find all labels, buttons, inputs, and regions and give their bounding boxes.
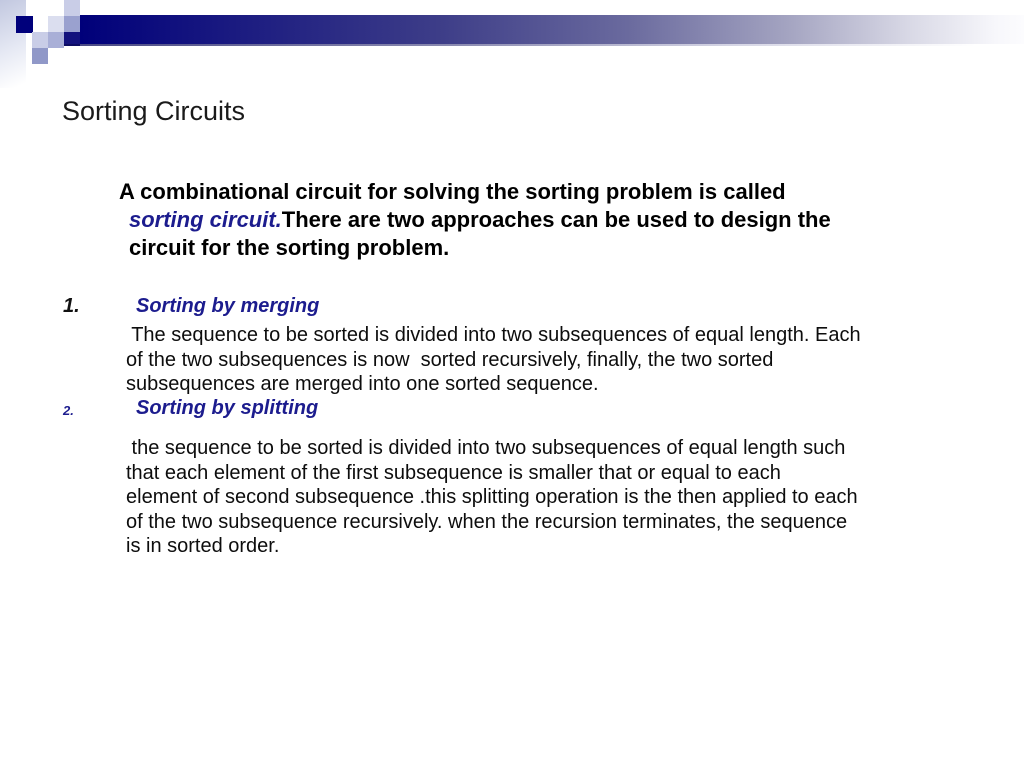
list-item-2-number: 2.: [63, 403, 74, 418]
mosaic-square: [64, 16, 80, 32]
intro-line-1: A combinational circuit for solving the sorting problem is called: [119, 179, 786, 204]
intro-paragraph: [119, 178, 989, 262]
slide-title: Sorting Circuits: [62, 96, 246, 126]
list-item-1-heading: Sorting by merging: [136, 295, 320, 317]
header-gradient-banner: [80, 15, 1024, 44]
header-banner-bottom-edge: [64, 44, 1024, 46]
mosaic-square: [48, 16, 64, 32]
list-item-1-number: 1.: [63, 295, 80, 317]
body-line: The sequence to be sorted is divided into two subsequences of equal length. Each: [126, 324, 861, 346]
mosaic-square: [48, 32, 64, 48]
intro-line-2-rest: There are two approaches can be used to design the: [281, 207, 831, 232]
mosaic-square: [32, 32, 48, 48]
mosaic-square: [64, 0, 80, 16]
body-line: is in sorted order.: [126, 535, 280, 558]
intro-line-2: [129, 206, 989, 234]
list-item-2-body: [126, 436, 1006, 559]
mosaic-square-navy: [16, 16, 33, 33]
list-item-2-heading: Sorting by splitting: [136, 397, 319, 419]
body-line: of the two subsequence recursively. when the recursion terminates, the sequence: [126, 510, 848, 533]
mosaic-square: [32, 48, 48, 64]
body-line: that each element of the first subsequence is smaller that or equal to each: [126, 461, 781, 484]
left-gradient-band: [0, 0, 26, 88]
body-line: of the two subsequences is now sorted recursively, finally, the two sorted: [126, 348, 774, 371]
body-line: the sequence to be sorted is divided into two subsequences of equal length such: [126, 437, 846, 459]
intro-line-3: circuit for the sorting problem.: [129, 235, 450, 260]
list-item-1-body: [126, 323, 1006, 397]
body-line: subsequences are merged into one sorted sequence.: [126, 373, 599, 396]
body-line: element of second subsequence .this splitting operation is the then applied to each: [126, 486, 858, 509]
intro-highlight-term: sorting circuit.: [129, 207, 282, 232]
